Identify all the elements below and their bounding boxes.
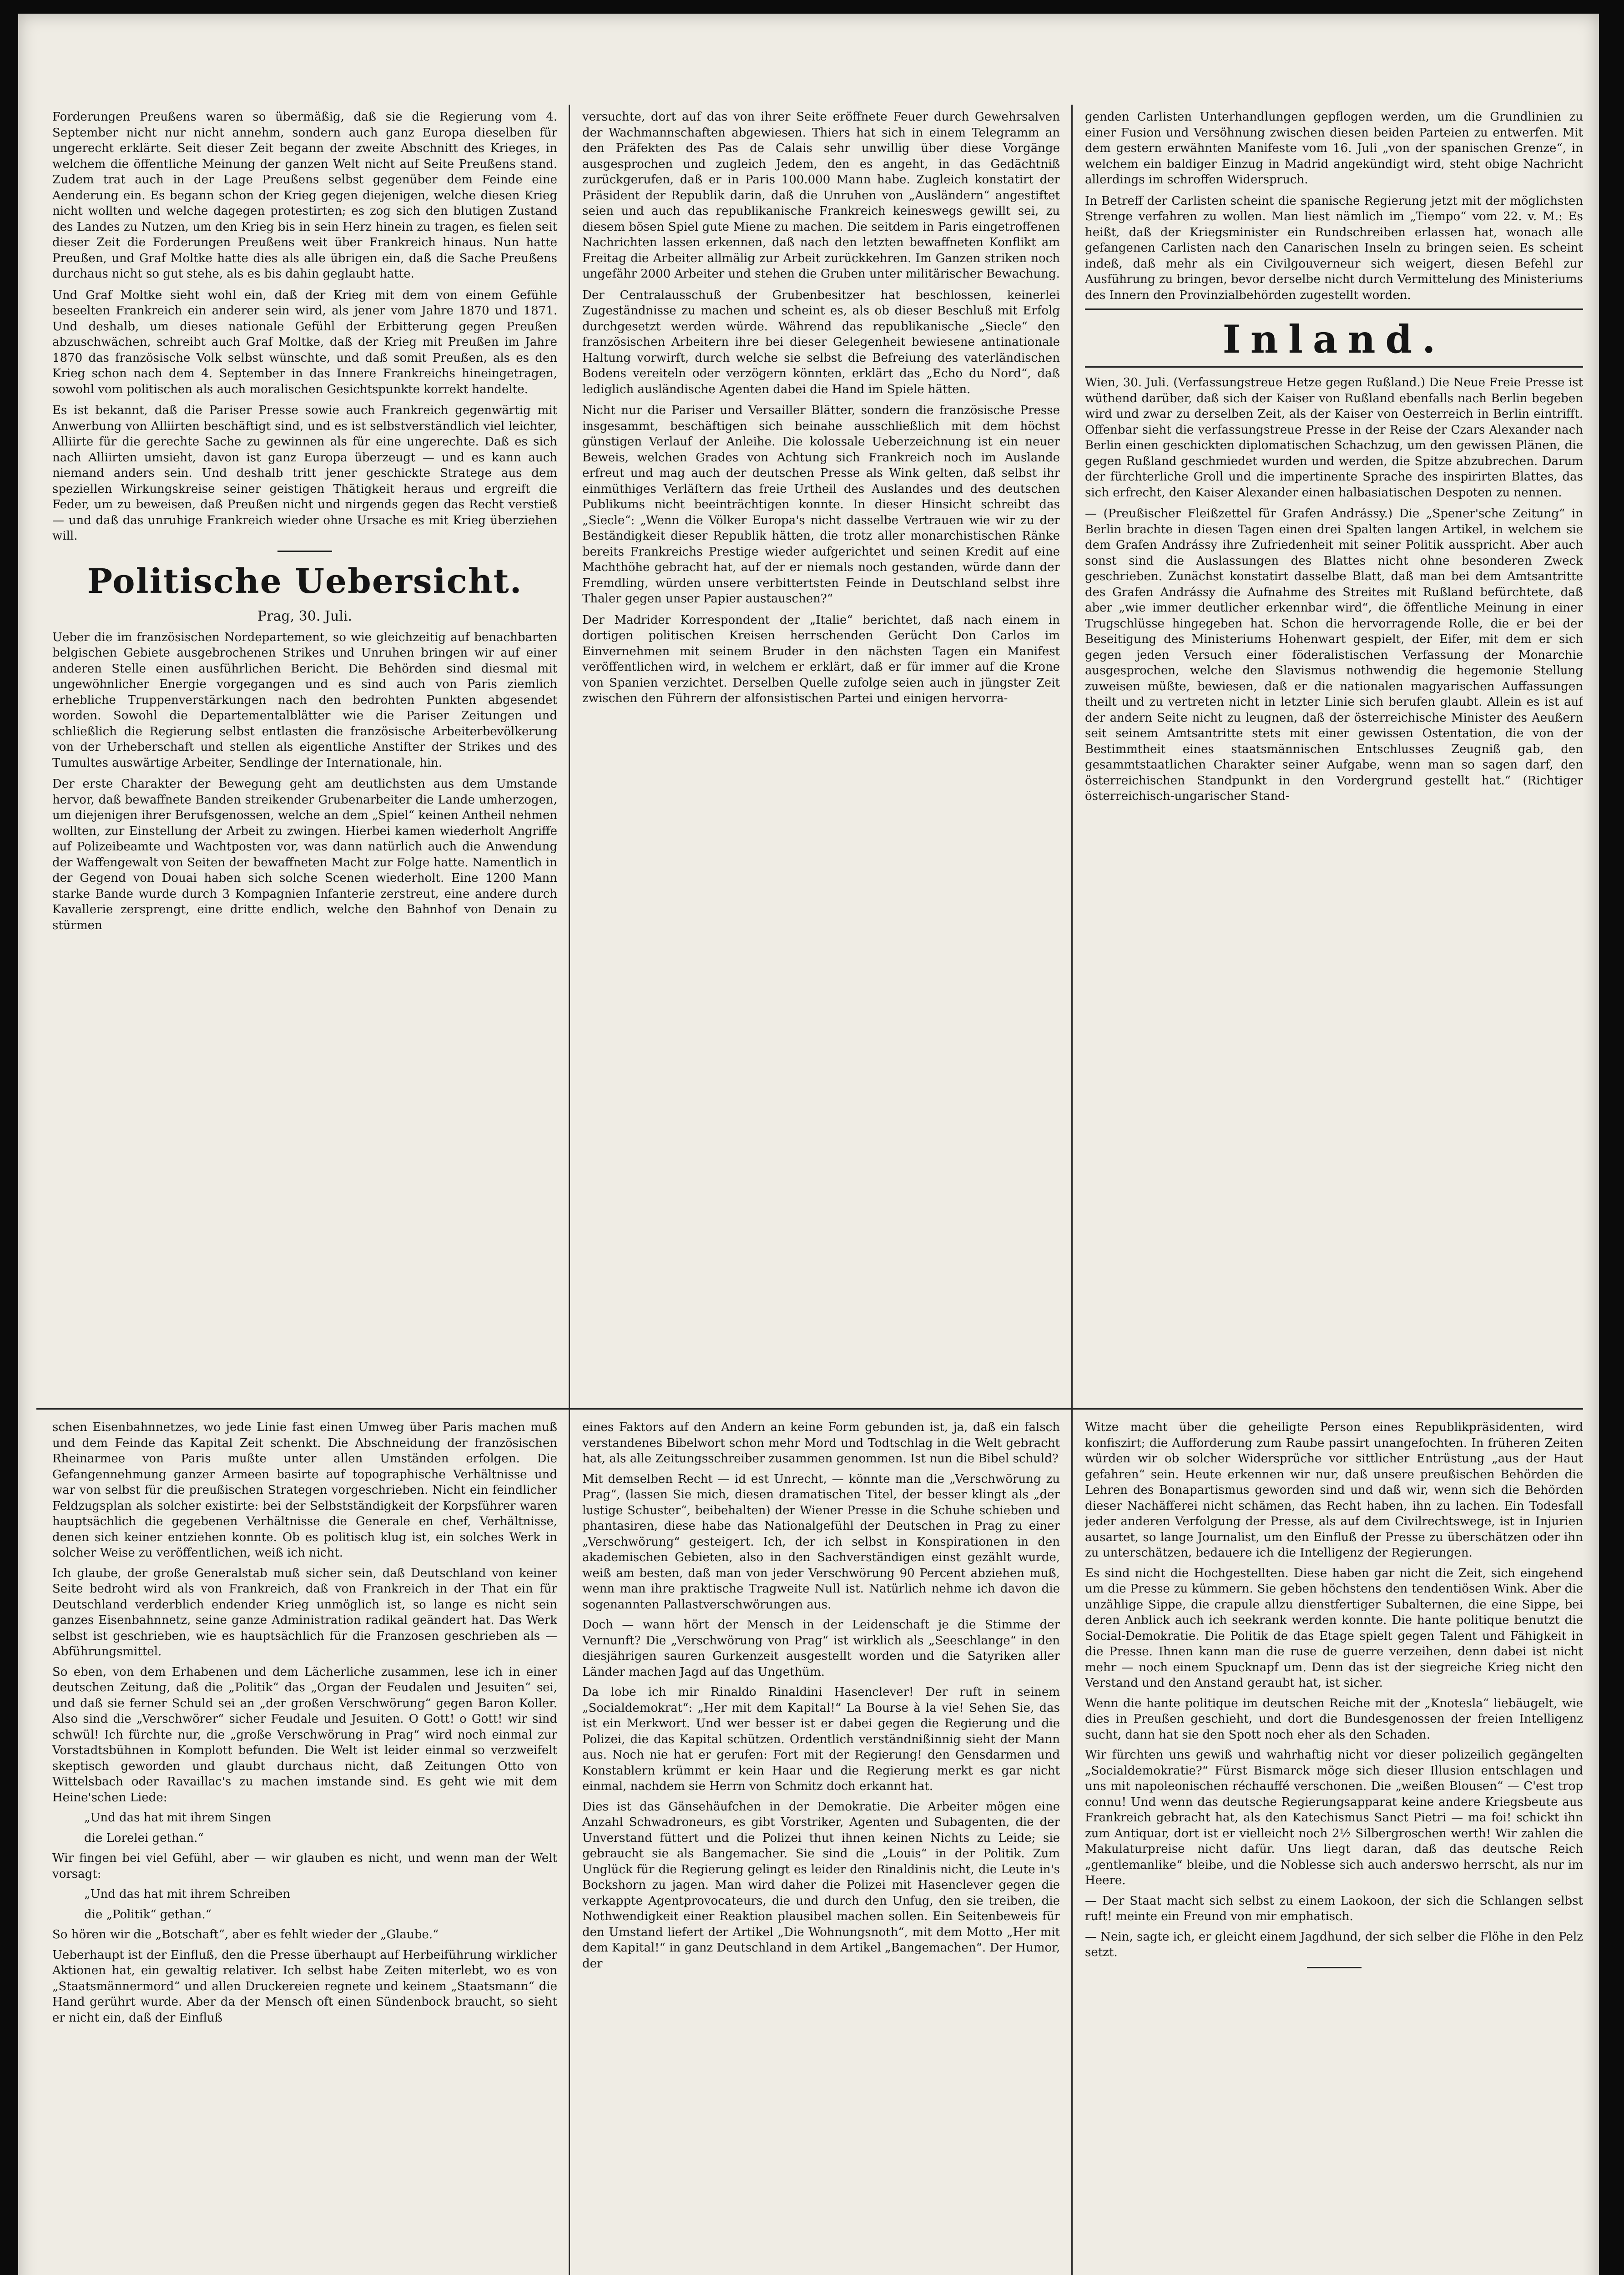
article-paragraph: Da lobe ich mir Rinaldo Rinaldini Hasenclever! Der ruft in seinem „Socialdemokrat“: „Her mit dem Kapital!“ La Bourse à la vie! Sehen Sie, das ist ein Merkwort. Und wer besser ist er dabei gegen die Regierung und die Polizei, die das Kapital schützen. Ordentlich verständnißinnig sieht der Mann aus. Noch nie hat er gerufen: Fort mit der Regierung! den Gensdarmen und Konstablern krümmt er kein Haar und die Regierung merkt es gar nicht einmal, nachdem sie Herrn von Schmitz doch erkannt hat.	[582, 1685, 1060, 1793]
verse-line: „Und das hat mit ihrem Singen	[84, 1811, 271, 1825]
article-paragraph: Der Madrider Korrespondent der „Italie“ berichtet, daß nach einem in dortigen politischen Kreisen herrschenden Gerücht Don Carlos im Einvernehmen mit seinem Bruder in den nächsten Tagen ein Manifest veröffentlichen wird, in welchem er erklärt, daß er für immer auf die Krone von Spanien verzichtet. Derselben Quelle zufolge seien auch in jüngster Zeit zwischen den Führern der alfonsistischen Partei und einigen hervorra-	[582, 613, 1060, 705]
article-paragraph: — Der Staat macht sich selbst zu einem Laokoon, der sich die Schlangen selbst ruft! meinte ein Freund von mir emphatisch.	[1085, 1894, 1583, 1923]
article-paragraph: Und Graf Moltke sieht wohl ein, daß der Krieg mit dem von einem Gefühle beseelten Frankreich ein anderer sein wird, als jener vom Jahre 1870 und 1871. Und deshalb, um dieses nationale Gefühl der Erbitterung gegen Preußen abzuschwächen, schreibt auch Graf Moltke, daß der Krieg mit Preußen im Jahre 1870 das französische Volk selbst wünschte, und daß somit Preußen, als es den Krieg schon nach dem 4. September in das Innere Frankreichs hineingetragen, sowohl vom politischen als auch moralischen Gesichtspunkte korrekt handelte.	[52, 288, 557, 396]
article-paragraph: Nicht nur die Pariser und Versailler Blätter, sondern die französische Presse insgesammt, beschäftigen sich beinahe ausschließlich mit dem höchst günstigen Verlauf der Anleihe. Die kolossale Ueberzeichnung ist ein neuer Beweis, welchen Grades von Achtung sich Frankreich noch im Auslande erfreut und mag auch der deutschen Presse als Wink gelten, daß selbst ihr einmüthiges Verläſtern das freie Urtheil des Auslandes und des deutschen Publikums nicht beeinträchtigen konnte. In dieser Hinsicht schreibt das „Siecle“: „Wenn die Völker Europa's nicht dasselbe Vertrauen wie wir zu der Beständigkeit dieser Republik hätten, die trotz aller monarchistischen Ränke bereits Frankreichs Prestige wieder aufgerichtet und seinen Kredit auf eine Machthöhe gebracht hat, auf der er niemals noch gestanden, würde dann der Fremdling, würden unsere verbittertsten Feinde in Deutschland selbst ihre Thaler gegen unser Papier austauschen?“	[582, 404, 1060, 606]
end-divider	[1307, 1967, 1362, 1968]
section-rule	[36, 1408, 1583, 1410]
column-3-lower	[1085, 1420, 1583, 2275]
column-rule-2	[1071, 105, 1073, 2275]
article-paragraph: schen Eisenbahnnetzes, wo jede Linie fast einen Umweg über Paris machen muß und dem Feinde das Kapital Zeit schenkt. Die Abschneidung der französischen Rheinarmee von Paris mußte unter allen Umständen erfolgen. Die Gefangennehmung ganzer Armeen basirte auf topographische Verhältnisse und war von selbst für die preußischen Strategen vorgeschrieben. Nicht ein feindlicher Feldzugsplan als solcher existirte: bei der Selbstständigkeit der Korpsführer waren hauptsächlich die gegebenen Verhältnisse die Generale en chef, Verhältnisse, denen sich keiner entziehen konnte. Ob es politisch klug ist, ein solches Werk in solcher Weise zu veröffentlichen, weiß ich nicht.	[52, 1421, 557, 1560]
article-paragraph: Wir fürchten uns gewiß und wahrhaftig nicht vor dieser polizeilich gegängelten „Socialdemokratie?“ Fürst Bismarck möge sich dieser Illusion entschlagen und uns mit napoleonischen réchauffé verschonen. Die „weißen Blousen“ — C'est trop connu! Und wenn das deutsche Regierungsapparat keine andere Kriegsbeute aus Frankreich gebracht hat, als den Katechismus Sanct Pietri — ma foi! schickt ihn zum Antiquar, dort ist er vielleicht noch 2½ Silbergroschen werth! Wir zahlen die Makulaturpreise nicht dafür. Uns liegt daran, daß das deutsche Reich „gentlemanlike“ bleibe, und die Noblesse sich auch anderswo herrscht, als nur im Heere.	[1085, 1748, 1583, 1887]
column-1-lower	[52, 1420, 557, 2275]
article-paragraph: Dies ist das Gänsehäufchen in der Demokratie. Die Arbeiter mögen eine Anzahl Schwadroneurs, es gibt Vorstriker, Agenten und Subagenten, die der Unverstand füttert und die Polizei thut ihnen keinen Nichts zu Leide; sie gebraucht sie als Bangemacher. Sie sind die „Louis“ in der Politik. Zum Unglück für die Regierung gelingt es leider den Rinaldinis nicht, die Leute in's Bockshorn zu jagen. Man wird daher die Polizei mit Hasenclever gegen die verkappte Agentprovocateurs, die und durch den Unfug, den sie treiben, die Nothwendigkeit einer Reaktion plausibel machen sollen. Ein Seitenbeweis für den Umstand liefert der Artikel „Die Wohnungsnoth“, mit dem Motto „Her mit dem Kapital!“ in ganz Deutschland in dem Artikel „Bangemachen“. Der Humor, der	[582, 1800, 1060, 1971]
article-paragraph: Wir fingen bei viel Gefühl, aber — wir glauben es nicht, und wenn man der Welt vorsagt:	[52, 1851, 557, 1881]
article-paragraph: Doch — wann hört der Mensch in der Leidenschaft je die Stimme der Vernunft? Die „Verschwörung von Prag“ ist wirklich als „Seeschlange“ in den diesjährigen sauren Gurkenzeit ausgestellt worden und die Satyriken aller Länder machen Jagd auf das Ungethüm.	[582, 1618, 1060, 1679]
column-3-upper	[1085, 109, 1583, 1397]
article-paragraph: genden Carlisten Unterhandlungen gepflogen werden, um die Grundlinien zu einer Fusion und Versöhnung zwischen diesen beiden Parteien zu entwerfen. Mit dem gestern erwähnten Manifeste vom 16. Juli „von der spanischen Grenze“, in welchem ein baldiger Einzug in Madrid angekündigt wird, steht obige Nachricht allerdings im schroffen Widerspruch.	[1085, 110, 1583, 187]
article-paragraph: eines Faktors auf den Andern an keine Form gebunden ist, ja, daß ein falsch verstandenes Bibelwort schon mehr Mord und Todtschlag in die Welt gebracht hat, als alle Zeitungsschreiber zusammen genommen. Ist nun die Bibel schuld?	[582, 1421, 1060, 1466]
article-paragraph: — (Preußischer Fleißzettel für Grafen Andrássy.) Die „Spener'sche Zeitung“ in Berlin brachte in diesen Tagen einen drei Spalten langen Artikel, in welchem sie dem Grafen Andrássy ihre Zufriedenheit mit seiner Politik ausspricht. Aber auch sonst sind die Auslassungen des Blattes nicht ohne besonderen Zweck geschrieben. Zunächst konstatirt dasselbe Blatt, daß man bei dem Amtsantritte des Grafen Andrássy die Aufnahme des Streites mit Rußland befürchtete, daß aber „wie immer deutlicher erkennbar wird“, die öffentliche Meinung in einer Trugschlüsse hingegeben hat. Schon die hervorragende Rolle, die er bei der Beseitigung des Ministeriums Hohenwart gespielt, der Eifer, mit dem er sich gegen jeden Versuch einer föderalistischen Verfassung der Monarchie ausgesprochen, welche den Slavismus nothwendig die hegemonie Stellung zuweisen müßte, bewiesen, daß er die nationalen magyarischen Auffassungen theilt und zu vertreten nicht in letzter Linie sich berufen glaubt. Allein es ist auf der andern Seite nicht zu leugnen, daß der österreichische Minister des Aeußern seit seinem Amtsantritte stets mit einer gewissen Ostentation, die von der Bestimmtheit eines staatsmännischen Entschlusses Zeugniß gab, den gesammtstaatlichen Charakter seiner Aufgabe, wenn man so sagen darf, den österreichischen Standpunkt in den Vordergrund gestellt hat.“ (Richtiger österreichisch-ungarischer Stand-	[1085, 507, 1583, 803]
column-1-upper	[52, 109, 557, 1397]
article-paragraph: Der Centralausschuß der Grubenbesitzer hat beschlossen, keinerlei Zugeständnisse zu machen und scheint es, als ob dieser Beschluß mit Erfolg durchgesetzt werden würde. Während das republikanische „Siecle“ den französischen Arbeitern ihre bei dieser Gelegenheit bewiesene antinationale Haltung vorwirft, durch welche sie selbst die Befreiung des vaterländischen Bodens vereiteln oder verzögern könnten, erklärt das „Echo du Nord“, daß lediglich ausländische Agenten dabei die Hand im Spiele hätten.	[582, 288, 1060, 396]
column-2-upper	[582, 109, 1060, 1397]
article-paragraph: So eben, von dem Erhabenen und dem Lächerliche zusammen, lese ich in einer deutschen Zeitung, daß die „Politik“ das „Organ der Feudalen und Jesuiten“ sei, und daß sie ferner Schuld sei an „der großen Verschwörung“ gegen Baron Koller. Also sind die „Verschwörer“ sicher Feudale und Jesuiten. O Gott! o Gott! wir sind schwül! Ich fürchte nur, die „große Verschwörung in Prag“ wird noch einmal zur Vorstadtsbühnen in Komplott befunden. Die Welt ist leider einmal so verzweifelt skeptisch geworden und glaubt durchaus nicht, daß Zeitungen Otto von Wittelsbach oder Ravaillac's zu machen imstande sind. Es geht wie mit dem Heine'schen Liede:	[52, 1665, 557, 1805]
newspaper-page	[18, 14, 1599, 2275]
column-rule-1	[569, 105, 570, 2275]
article-paragraph: Wenn die hante politique im deutschen Reiche mit der „Knotesla“ liebäugelt, wie dies in Preußen geschieht, und dort die Bundesgenossen der freien Intelligenz sucht, dann hat sie den Spott noch eher als den Schaden.	[1085, 1696, 1583, 1742]
article-paragraph: — Nein, sagte ich, er gleicht einem Jagdhund, der sich selber die Flöhe in den Pelz setzt.	[1085, 1930, 1583, 1959]
article-paragraph: Mit demselben Recht — id est Unrecht, — könnte man die „Verschwörung zu Prag“, (lassen Sie mich, diesen dramatischen Titel, der besser klingt als „der lustige Schuster“, beibehalten) der Wiener Presse in die Schuhe schieben und phantasiren, diese habe das Nationalgefühl der Deutschen in Prag zu einer „Verschwörung“ gesteigert. Ich, der ich selbst in Konspirationen in den akademischen Gebieten, also in den Sachverständigen einst gezählt wurde, weiß am besten, daß man von jeder Verschwörung 90 Percent abziehen muß, wenn man ihre praktische Tragweite Null ist. Natürlich nehme ich davon die sogenannten Pallastverschwörungen aus.	[582, 1472, 1060, 1612]
article-paragraph: Ueber die im französischen Nordepartement, so wie gleichzeitig auf benachbarten belgischen Gebiete ausgebrochenen Strikes und Unruhen bringen wir auf einer anderen Stelle einen ausführlichen Bericht. Die Behörden sind diesmal mit ungewöhnlicher Energie vorgegangen und es sind auch von Paris ziemlich erhebliche Truppenverstärkungen nach den bedrohten Punkten abgesendet worden. Sowohl die Departementalblätter wie die Pariser Zeitungen und schließlich die Regierung selbst entlasten die französische Arbeiterbevölkerung von der Urheberschaft und stellen als eigentliche Anstifter der Strikes und des Tumultes auswärtige Arbeiter, Sendlinge der Internationale, hin.	[52, 630, 557, 770]
article-paragraph: Forderungen Preußens waren so übermäßig, daß sie die Regierung vom 4. September nicht nur nicht annehm, sondern auch ganz Europa dieselben für ungerecht erklärte. Seit dieser Zeit begann der zweite Abschnitt des Krieges, in welchem die öffentliche Meinung der ganzen Welt nicht auf Seite Preußens stand. Zudem trat auch in der Lage Preußens selbst gegenüber dem Feinde eine Aenderung ein. Es begann schon der Krieg gegen diejenigen, welche diesen Krieg nicht wollten und welche dagegen protestirten; es zog sich den blutigen Zustand des Landes zu Nutzen, um den Krieg bis in sein Herz hinein zu tragen, es fielen seit dieser Zeit die Forderungen Preußens weit über Frankreich hinaus. Nun hatte Preußen, und Graf Moltke hatte dies als alle übrigen ein, daß die Sache Preußens durchaus nicht so gut stehe, als es bis dahin geglaubt hatte.	[52, 110, 557, 281]
divider	[1085, 308, 1583, 310]
verse-line: die „Politik“ gethan.“	[84, 1907, 212, 1921]
article-paragraph: Ich glaube, der große Generalstab muß sicher sein, daß Deutschland von keiner Seite bedroht wird als von Frankreich, daß von Frankreich in der That ein für Deutschland verderblich endender Krieg unmöglich ist, so lange es nicht sein ganzes Eisenbahnnetz, seine ganze Administration radikal geändert hat. Das Werk selbst ist geschrieben, wie es hauptsächlich für die Franzosen geschrieben als — Abführungsmittel.	[52, 1566, 557, 1658]
divider	[277, 551, 332, 552]
section-headline-inland: Inland.	[1222, 317, 1446, 362]
verse-line: „Und das hat mit ihrem Schreiben	[84, 1887, 291, 1901]
article-paragraph: Ueberhaupt ist der Einfluß, den die Presse überhaupt auf Herbeiführung wirklicher Aktionen hat, ein gewaltig relativer. Ich selbst habe Zeiten miterlebt, wo es von „Staatsmännermord“ und allen Druckereien regnete und keinem „Staatsmann“ die Hand gerührt wurde. Aber da der Mensch oft einen Sündenbock braucht, so sieht er nicht ein, daß der Einfluß	[52, 1948, 557, 2025]
divider	[1085, 366, 1583, 368]
column-2-lower	[582, 1420, 1060, 2275]
article-paragraph: So hören wir die „Botschaft“, aber es fehlt wieder der „Glaube.“	[52, 1928, 439, 1941]
section-headline-politics: Politische Uebersicht.	[87, 561, 523, 601]
article-paragraph: In Betreff der Carlisten scheint die spanische Regierung jetzt mit der möglichsten Strenge verfahren zu wollen. Man liest nämlich im „Tiempo“ vom 22. v. M.: Es heißt, daß der Kriegsminister ein Rundschreiben erlassen hat, wonach alle gefangenen Carlisten nach den Canarischen Inseln zu bringen seien. Es scheint indeß, daß mehr als ein Civilgouverneur sich weigert, diesen Befehl zur Ausführung zu bringen, bevor derselbe nicht durch Vermittelung des Ministeriums des Innern den Provinzialbehörden zugestellt worden.	[1085, 194, 1583, 302]
dateline: Prag, 30. Juli.	[257, 608, 352, 624]
article-paragraph: Witze macht über die geheiligte Person eines Republikpräsidenten, wird konfiszirt; die Aufforderung zum Raube passirt unangefochten. In früheren Zeiten würden wir ob solcher Widersprüche vor sittlicher Entrüstung „aus der Haut gefahren“ sein. Heute erkennen wir nur, daß unsere preußischen Behörden die Lehren des Bonapartismus geworden sind und daß wir, wenn sich die Behörden dieser Nachäfferei nicht schämen, das Recht haben, ihn zu lachen. Ein Todesfall jeder anderen Verfolgung der Presse, als auf dem Civilrechtswege, ist in Injurien ausartet, so lange Journalist, um den Einfluß der Presse zu überschätzen oder ihn zu unterschätzen, bedauere ich die Intelligenz der Regierungen.	[1085, 1421, 1583, 1560]
article-paragraph: Wien, 30. Juli. (Verfassungstreue Hetze gegen Rußland.) Die Neue Freie Presse ist wüthend darüber, daß sich der Kaiser von Rußland ebenfalls nach Berlin begeben wird und zwar zu derselben Zeit, als der Kaiser von Oesterreich in Berlin eintrifft. Offenbar sieht die verfassungstreue Presse in der Reise der Czars Alexander nach Berlin einen geschickten diplomatischen Schachzug, um den gewissen Plänen, die gegen Rußland geschmiedet wurden und werden, die Spitze abzubrechen. Darum der fürchterliche Groll und die impertinente Sprache des inspirirten Blattes, das sich erfrecht, den Kaiser Alexander einen halbasiatischen Despoten zu nennen.	[1085, 376, 1583, 500]
article-paragraph: versuchte, dort auf das von ihrer Seite eröffnete Feuer durch Gewehrsalven der Wachmannschaften abgewiesen. Thiers hat sich in einem Telegramm an den Präfekten des Pas de Calais sehr unwillig über diese Vorgänge ausgesprochen und zugleich Jedem, den es angeht, in das Gedächtniß zurückgerufen, daß er in Paris 100.000 Mann habe. Zugleich konstatirt der Präsident der Republik darin, daß die Unruhen von „Ausländern“ angestiftet seien und auch das republikanische Frankreich keineswegs gewillt sei, zu diesem bösen Spiel gute Miene zu machen. Die seitdem in Paris eingetroffenen Nachrichten lassen erkennen, daß nach den letzten bewaffneten Konflikt am Freitag die Arbeiter allmälig zur Arbeit zurückkehren. Im Ganzen striken noch ungefähr 2000 Arbeiter und stehen die Gruben unter militärischer Bewachung.	[582, 110, 1060, 281]
article-paragraph: Es sind nicht die Hochgestellten. Diese haben gar nicht die Zeit, sich eingehend um die Presse zu kümmern. Sie geben höchstens den tendentiösen Wink. Aber die unzählige Sippe, die crapule allzu dienstfertiger Subalternen, die eine Sippe, bei deren Anblick auch ich seekrank werden konnte. Die hante politique benutzt die Social-Demokratie. Die Politik de das Etage spielt gegen Talent und Fähigkeit in die Presse. Ihnen kann man die ruse de guerre verzeihen, denn dabei ist nicht mehr — noch einem Spucknapf um. Denn das ist der siegreiche Krieg nicht den Verstand und den Anstand geraubt hat, ist sicher.	[1085, 1566, 1583, 1690]
verse-line: die Lorelei gethan.“	[84, 1831, 204, 1845]
article-paragraph: Der erste Charakter der Bewegung geht am deutlichsten aus dem Umstande hervor, daß bewaffnete Banden streikender Grubenarbeiter die Lande umherzogen, um diejenigen ihrer Berufsgenossen, welche an dem „Spiel“ keinen Antheil nehmen wollten, zur Einstellung der Arbeit zu zwingen. Hierbei kamen wiederholt Angriffe auf Polizeibeamte und Wachtposten vor, was dann natürlich auch die Anwendung der Waffengewalt von Seiten der bewaffneten Macht zur Folge hatte. Namentlich in der Gegend von Douai haben sich solche Scenen wiederholt. Eine 1200 Mann starke Bande wurde durch 3 Kompagnien Infanterie zerstreut, eine andere durch Kavallerie zersprengt, eine dritte endlich, welche den Bahnhof von Denain zu stürmen	[52, 777, 557, 932]
article-paragraph: Es ist bekannt, daß die Pariser Presse sowie auch Frankreich gegenwärtig mit Anwerbung von Alliirten beschäftigt sind, und es ist selbstverständlich viel leichter, Alliirte für die gerechte Sache zu gewinnen als für eine ungerechte. Daß es sich nach Alliirten umsieht, davon ist ganz Europa überzeugt — und es kann auch niemand anders sein. Und deshalb tritt jener geschickte Stratege aus dem speziellen Wirkungskreise seiner geistigen Thätigkeit heraus und ergreift die Feder, um zu beweisen, daß Preußen nicht und nirgends gegen das Recht verstieß — und daß das unruhige Frankreich wieder ohne Ursache es mit Krieg überziehen will.	[52, 404, 557, 543]
